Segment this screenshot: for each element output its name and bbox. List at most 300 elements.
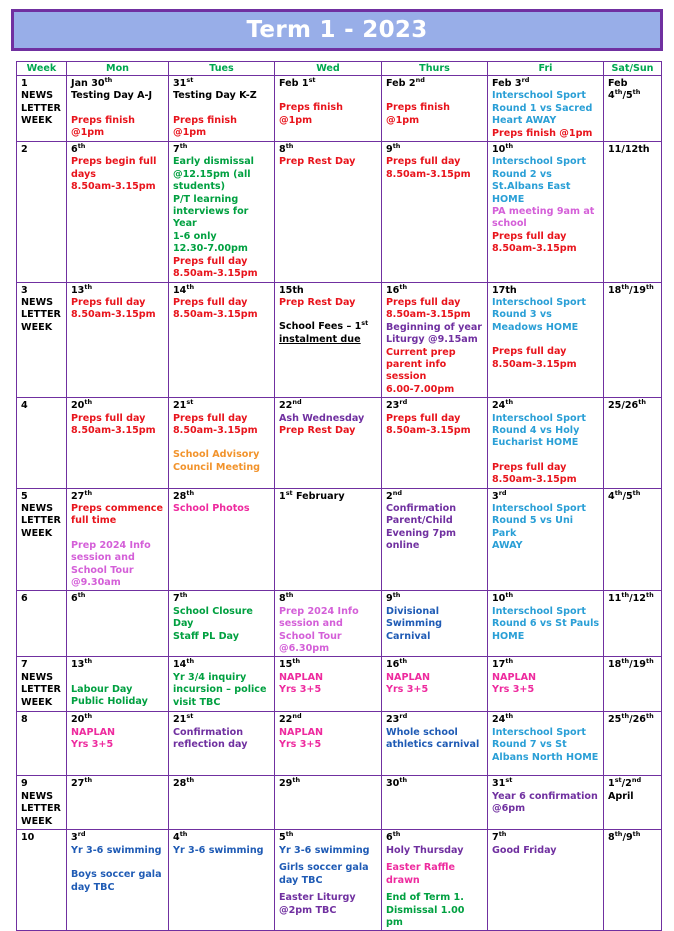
event-text: Council Meeting xyxy=(173,461,261,473)
event-text: Preps finish @1pm xyxy=(279,102,343,126)
date-label: 24th xyxy=(492,397,514,412)
day-cell-satsun xyxy=(604,76,662,142)
date-label: 3rd xyxy=(492,488,507,502)
day-cell-satsun xyxy=(604,142,662,282)
term-title: Term 1 - 2023 xyxy=(246,17,428,43)
event-text: Round 7 vs St xyxy=(492,739,567,751)
date-label: 10th xyxy=(492,591,514,605)
event-text: NAPLAN xyxy=(279,726,324,738)
event-text: day TBC xyxy=(279,874,323,886)
event-text: Round 2 vs xyxy=(492,168,552,180)
event-text: NAPLAN xyxy=(71,726,116,738)
day-cell-thurs xyxy=(382,142,488,282)
week-cell xyxy=(17,657,67,712)
event-text: HOME xyxy=(492,193,525,205)
date-label: 16th xyxy=(386,657,408,671)
event-text: parent info session xyxy=(386,358,447,383)
date-label: 21st xyxy=(173,397,194,412)
event-text: Prep Rest Day xyxy=(279,424,356,436)
event-text: Interschool Sport xyxy=(492,726,586,738)
date-label: 20th xyxy=(71,712,93,726)
event-text: Meadows HOME xyxy=(492,321,579,333)
event-text: Preps full day xyxy=(173,296,248,308)
date-label: 6th xyxy=(386,830,401,844)
event-text: Preps full day xyxy=(492,230,567,242)
event-text: Preps full day xyxy=(492,461,567,473)
day-cell-wed xyxy=(275,591,382,657)
event-text: 8.50am-3.15pm xyxy=(71,181,156,193)
day-cell-satsun xyxy=(604,398,662,488)
date-label: Feb 1st xyxy=(279,75,316,89)
event-text: @2pm TBC xyxy=(279,904,337,916)
date-label: Feb 2nd xyxy=(386,75,425,89)
event-text: Prep 2024 Info xyxy=(71,539,151,551)
week-row xyxy=(17,712,662,776)
date-label: 28th xyxy=(173,776,195,790)
date-label: 8th xyxy=(279,141,294,156)
date-label: 30th xyxy=(386,776,408,790)
newsletter-week-label: WEEK xyxy=(21,527,53,539)
event-text: Year 6 confirmation xyxy=(492,790,598,802)
event-text: Round 6 vs St Pauls xyxy=(492,618,600,630)
event-text: Current prep xyxy=(386,346,456,358)
event-text: day TBC xyxy=(71,881,115,893)
event-text: 8.50am-3.15pm xyxy=(71,309,156,321)
date-label: 7th xyxy=(492,830,507,844)
event-text: 8.50am-3.15pm xyxy=(173,424,258,436)
week-cell xyxy=(17,776,67,830)
event-text: Ash Wednesday xyxy=(279,412,365,424)
day-cell-tues xyxy=(169,591,275,657)
event-text: Interschool Sport xyxy=(492,412,586,424)
event-text: School Fees – 1st xyxy=(279,319,369,333)
event-text: Yrs 3+5 xyxy=(279,739,322,751)
day-cell-mon xyxy=(67,712,169,776)
newsletter-week-label: WEEK xyxy=(21,115,53,127)
newsletter-week-label: NEWS xyxy=(21,671,54,683)
date-label: 13th xyxy=(71,657,93,671)
week-number: 5 xyxy=(21,490,28,502)
event-text: Easter Raffle xyxy=(386,862,455,874)
date-label: 29th xyxy=(279,776,301,790)
day-cell-tues xyxy=(169,776,275,830)
week-row xyxy=(17,142,662,282)
day-cell-mon xyxy=(67,657,169,712)
week-number: 2 xyxy=(21,144,28,156)
day-cell-fri xyxy=(488,776,604,830)
newsletter-week-label: WEEK xyxy=(21,815,53,827)
date-label: 31st xyxy=(492,776,513,790)
date-label: 2nd xyxy=(386,488,402,502)
event-text: Confirmation xyxy=(386,503,457,514)
event-text: 8.50am-3.15pm xyxy=(492,358,577,370)
date-label: 8th xyxy=(279,591,294,605)
week-row xyxy=(17,488,662,591)
day-cell-fri xyxy=(488,830,604,931)
day-cell-tues xyxy=(169,76,275,142)
event-text: Day xyxy=(173,618,194,630)
date-label: 16th xyxy=(386,282,408,296)
date-label: 18th/19th xyxy=(608,282,654,296)
day-cell-mon xyxy=(67,76,169,142)
date-label: 22nd xyxy=(279,397,302,412)
event-text: NAPLAN xyxy=(279,671,324,683)
day-cell-thurs xyxy=(382,657,488,712)
event-text: Preps full day xyxy=(71,412,146,424)
newsletter-week-label: LETTER xyxy=(21,803,61,815)
event-text: School Photos xyxy=(173,503,250,514)
event-text: 12.30-7.00pm xyxy=(173,243,248,255)
date-label: 27th xyxy=(71,488,93,502)
day-cell-wed xyxy=(275,488,382,591)
date-label: Jan 30th xyxy=(71,75,113,89)
newsletter-week-label: NEWS xyxy=(21,90,54,102)
day-cell-tues xyxy=(169,657,275,712)
newsletter-week-label: LETTER xyxy=(21,515,61,527)
event-text: Preps begin full xyxy=(71,156,157,168)
date-label: 10th xyxy=(492,141,514,156)
event-text: Yrs 3+5 xyxy=(386,684,429,696)
event-text: Interschool Sport xyxy=(492,503,586,514)
date-label: 17th xyxy=(492,284,517,296)
date-label: Feb xyxy=(608,78,628,89)
event-text: online xyxy=(386,540,420,552)
day-cell-thurs xyxy=(382,776,488,830)
event-text: Interschool Sport xyxy=(492,90,586,102)
header-mon: Mon xyxy=(67,62,169,76)
event-text: 8.50am-3.15pm xyxy=(492,474,577,486)
week-cell xyxy=(17,712,67,776)
date-label: 17th xyxy=(492,657,514,671)
event-text: HOME xyxy=(492,630,525,642)
term-title-banner xyxy=(11,9,663,51)
event-text: reflection day xyxy=(173,739,248,751)
event-text: 4th/5th xyxy=(608,88,641,102)
event-text: incursion – police xyxy=(173,684,267,696)
day-cell-mon xyxy=(67,830,169,931)
day-cell-wed xyxy=(275,398,382,488)
day-cell-fri xyxy=(488,398,604,488)
header-week: Week xyxy=(17,62,67,76)
newsletter-week-label: WEEK xyxy=(21,696,53,708)
week-row xyxy=(17,657,662,712)
event-text: Yrs 3+5 xyxy=(71,739,114,751)
header-row xyxy=(17,62,662,76)
date-label: 11th/12th xyxy=(608,591,654,605)
week-row xyxy=(17,591,662,657)
date-label: 4th/5th xyxy=(608,488,641,502)
event-text: Whole school xyxy=(386,726,458,738)
event-text: Testing Day A-J xyxy=(71,90,153,102)
newsletter-week-label: LETTER xyxy=(21,102,61,114)
date-label: 23rd xyxy=(386,712,408,726)
event-text: full time xyxy=(71,515,117,527)
newsletter-week-label: NEWS xyxy=(21,296,54,308)
day-cell-thurs xyxy=(382,398,488,488)
event-text: Preps finish @1pm xyxy=(173,114,237,139)
event-text: students) xyxy=(173,181,226,193)
event-text: 8.50am-3.15pm xyxy=(173,309,258,321)
event-text: Preps finish @1pm xyxy=(492,127,593,139)
day-cell-wed xyxy=(275,282,382,398)
event-text: Preps full day xyxy=(492,346,567,358)
day-cell-fri xyxy=(488,591,604,657)
event-text: 8.50am-3.15pm xyxy=(173,268,258,280)
event-text: NAPLAN xyxy=(386,671,431,683)
week-number: 7 xyxy=(21,659,28,671)
day-cell-satsun xyxy=(604,830,662,931)
event-text: Yr 3-6 swimming xyxy=(173,844,264,856)
event-text: Prep Rest Day xyxy=(279,156,356,168)
date-label: 13th xyxy=(71,282,93,296)
event-text: 6.00-7.00pm xyxy=(386,383,455,395)
week-number: 3 xyxy=(21,284,28,296)
event-text: session and xyxy=(279,618,343,630)
day-cell-tues xyxy=(169,830,275,931)
event-text: Good Friday xyxy=(492,844,557,856)
date-label: 25th/26th xyxy=(608,712,654,726)
event-text: St.Albans East xyxy=(492,181,571,193)
event-text: Albans North HOME xyxy=(492,751,599,763)
newsletter-week-label: NEWS xyxy=(21,503,54,514)
event-text: Interschool Sport xyxy=(492,156,586,168)
date-label: 20th xyxy=(71,397,93,412)
day-cell-thurs xyxy=(382,712,488,776)
event-text: Yr 3-6 swimming xyxy=(279,844,370,856)
event-text: Round 4 vs Holy xyxy=(492,424,580,436)
event-text: 8.50am-3.15pm xyxy=(386,168,471,180)
event-text: P/T learning xyxy=(173,193,239,205)
day-cell-mon xyxy=(67,776,169,830)
date-label: 7th xyxy=(173,141,188,156)
day-cell-satsun xyxy=(604,488,662,591)
event-text: @12.15pm (all xyxy=(173,168,251,180)
day-cell-tues xyxy=(169,712,275,776)
day-cell-wed xyxy=(275,76,382,142)
date-label: 28th xyxy=(173,488,195,502)
week-cell xyxy=(17,591,67,657)
date-label: 15th xyxy=(279,284,304,296)
date-label: 14th xyxy=(173,657,195,671)
day-cell-tues xyxy=(169,282,275,398)
event-text: Beginning of year xyxy=(386,321,483,333)
week-cell xyxy=(17,142,67,282)
event-text: Preps full day xyxy=(71,296,146,308)
day-cell-tues xyxy=(169,488,275,591)
header-satsun: Sat/Sun xyxy=(604,62,662,76)
event-text: School Advisory xyxy=(173,449,260,461)
week-cell xyxy=(17,398,67,488)
week-row xyxy=(17,282,662,398)
day-cell-satsun xyxy=(604,657,662,712)
event-text: April xyxy=(608,790,634,802)
day-cell-wed xyxy=(275,142,382,282)
week-row xyxy=(17,398,662,488)
event-text: PA meeting 9am at xyxy=(492,206,595,218)
term-calendar-table xyxy=(16,61,662,931)
day-cell-thurs xyxy=(382,282,488,398)
event-text: NAPLAN xyxy=(492,671,537,683)
day-cell-fri xyxy=(488,657,604,712)
date-label: 15th xyxy=(279,657,301,671)
event-text: End of Term 1. xyxy=(386,892,464,904)
date-label: 4th xyxy=(173,830,188,844)
header-tues: Tues xyxy=(169,62,275,76)
date-label: 8th/9th xyxy=(608,830,641,844)
header-thurs: Thurs xyxy=(382,62,488,76)
date-label: 25/26th xyxy=(608,397,646,412)
date-label: 14th xyxy=(173,282,195,296)
event-text: School Closure xyxy=(173,605,253,617)
event-text: Heart AWAY xyxy=(492,115,557,127)
day-cell-thurs xyxy=(382,488,488,591)
event-text: Parent/Child xyxy=(386,515,453,527)
event-text: Round 3 vs xyxy=(492,309,552,321)
day-cell-tues xyxy=(169,398,275,488)
event-text: Interschool Sport xyxy=(492,296,586,308)
event-text: Boys soccer gala xyxy=(71,869,162,881)
date-label: 31st xyxy=(173,75,194,89)
event-text: Yr 3-6 swimming xyxy=(71,844,162,856)
event-text: Testing Day K-Z xyxy=(173,90,257,102)
header-fri: Fri xyxy=(488,62,604,76)
event-text: athletics carnival xyxy=(386,739,480,751)
event-text: Preps finish @1pm xyxy=(386,102,450,126)
date-label: 6th xyxy=(71,141,86,156)
event-text: @6pm xyxy=(492,803,526,815)
newsletter-week-label: NEWS xyxy=(21,790,54,802)
date-label: 21st xyxy=(173,712,194,726)
day-cell-fri xyxy=(488,76,604,142)
day-cell-mon xyxy=(67,282,169,398)
event-text: Prep Rest Day xyxy=(279,296,356,308)
event-text: Preps full day xyxy=(173,255,248,267)
event-text: Prep 2024 Info xyxy=(279,605,359,617)
day-cell-tues xyxy=(169,142,275,282)
day-cell-thurs xyxy=(382,76,488,142)
week-number: 10 xyxy=(21,832,35,844)
date-label: 18th/19th xyxy=(608,657,654,671)
date-label: 23rd xyxy=(386,397,408,412)
week-number: 8 xyxy=(21,714,28,726)
event-text: Eucharist HOME xyxy=(492,437,579,449)
event-text: Early dismissal xyxy=(173,156,254,168)
week-cell xyxy=(17,488,67,591)
event-text: Interschool Sport xyxy=(492,605,586,617)
newsletter-week-label: LETTER xyxy=(21,309,61,321)
event-text: Round 1 vs Sacred xyxy=(492,102,593,114)
event-text: Preps full day xyxy=(386,412,461,424)
week-row xyxy=(17,776,662,830)
day-cell-wed xyxy=(275,776,382,830)
event-text: 1-6 only xyxy=(173,230,217,242)
date-label: 27th xyxy=(71,776,93,790)
event-text: Girls soccer gala xyxy=(279,862,369,874)
date-label: Feb 3rd xyxy=(492,75,530,89)
day-cell-satsun xyxy=(604,712,662,776)
event-text: Round 5 vs Uni Park xyxy=(492,515,574,539)
date-label: 6th xyxy=(71,591,86,605)
event-text: AWAY xyxy=(492,540,523,552)
date-label: 1st/2nd xyxy=(608,776,642,790)
week-number: 1 xyxy=(21,78,28,89)
event-text: Public Holiday xyxy=(71,696,148,708)
date-label: 11/12th xyxy=(608,144,650,156)
event-text: Evening 7pm xyxy=(386,527,457,539)
week-cell xyxy=(17,76,67,142)
date-label: 9th xyxy=(386,591,401,605)
event-text: Divisional xyxy=(386,605,439,617)
event-text: @6.30pm xyxy=(279,643,330,655)
event-text: Holy Thursday xyxy=(386,844,464,856)
event-text: Confirmation xyxy=(173,726,244,738)
event-text: 8.50am-3.15pm xyxy=(386,424,471,436)
event-text: Swimming xyxy=(386,618,443,630)
week-row xyxy=(17,76,662,142)
event-text: Preps full day xyxy=(386,296,461,308)
week-cell xyxy=(17,830,67,931)
event-text: days xyxy=(71,168,97,180)
event-text: Yr 3/4 inquiry xyxy=(173,671,247,683)
week-cell xyxy=(17,282,67,398)
header-wed: Wed xyxy=(275,62,382,76)
date-label: 1st February xyxy=(279,488,345,502)
event-text: Preps commence xyxy=(71,503,163,514)
day-cell-satsun xyxy=(604,591,662,657)
event-text: 8.50am-3.15pm xyxy=(492,243,577,255)
event-text: Easter Liturgy xyxy=(279,892,356,904)
day-cell-fri xyxy=(488,488,604,591)
event-text: School Tour xyxy=(279,630,342,642)
day-cell-fri xyxy=(488,712,604,776)
event-text: Staff PL Day xyxy=(173,630,239,642)
day-cell-wed xyxy=(275,830,382,931)
event-text: Preps full day xyxy=(173,412,248,424)
date-label: 22nd xyxy=(279,712,302,726)
day-cell-mon xyxy=(67,142,169,282)
day-cell-fri xyxy=(488,142,604,282)
day-cell-wed xyxy=(275,712,382,776)
event-text: @9.30am xyxy=(71,577,121,589)
week-number: 4 xyxy=(21,400,28,412)
event-text: Dismissal 1.00 pm xyxy=(386,904,465,928)
event-text: Yrs 3+5 xyxy=(492,684,535,696)
date-label: 24th xyxy=(492,712,514,726)
day-cell-mon xyxy=(67,398,169,488)
event-text: interviews for Year xyxy=(173,206,249,230)
date-label: 3rd xyxy=(71,830,86,844)
day-cell-thurs xyxy=(382,591,488,657)
newsletter-week-label: LETTER xyxy=(21,684,61,696)
event-text: 8.50am-3.15pm xyxy=(386,309,471,321)
event-text: Liturgy @9.15am xyxy=(386,334,478,346)
event-text: 8.50am-3.15pm xyxy=(71,424,156,436)
event-text: Labour Day xyxy=(71,683,133,695)
event-text: Yrs 3+5 xyxy=(279,684,322,696)
day-cell-mon xyxy=(67,488,169,591)
day-cell-mon xyxy=(67,591,169,657)
event-text: session and xyxy=(71,552,135,564)
event-text: Preps finish @1pm xyxy=(71,114,135,139)
week-number: 6 xyxy=(21,593,28,605)
week-row xyxy=(17,830,662,931)
event-text: drawn xyxy=(386,874,420,886)
event-text: instalment due xyxy=(279,333,361,345)
event-text: Preps full day xyxy=(386,156,461,168)
day-cell-satsun xyxy=(604,282,662,398)
date-label: 9th xyxy=(386,141,401,156)
day-cell-fri xyxy=(488,282,604,398)
